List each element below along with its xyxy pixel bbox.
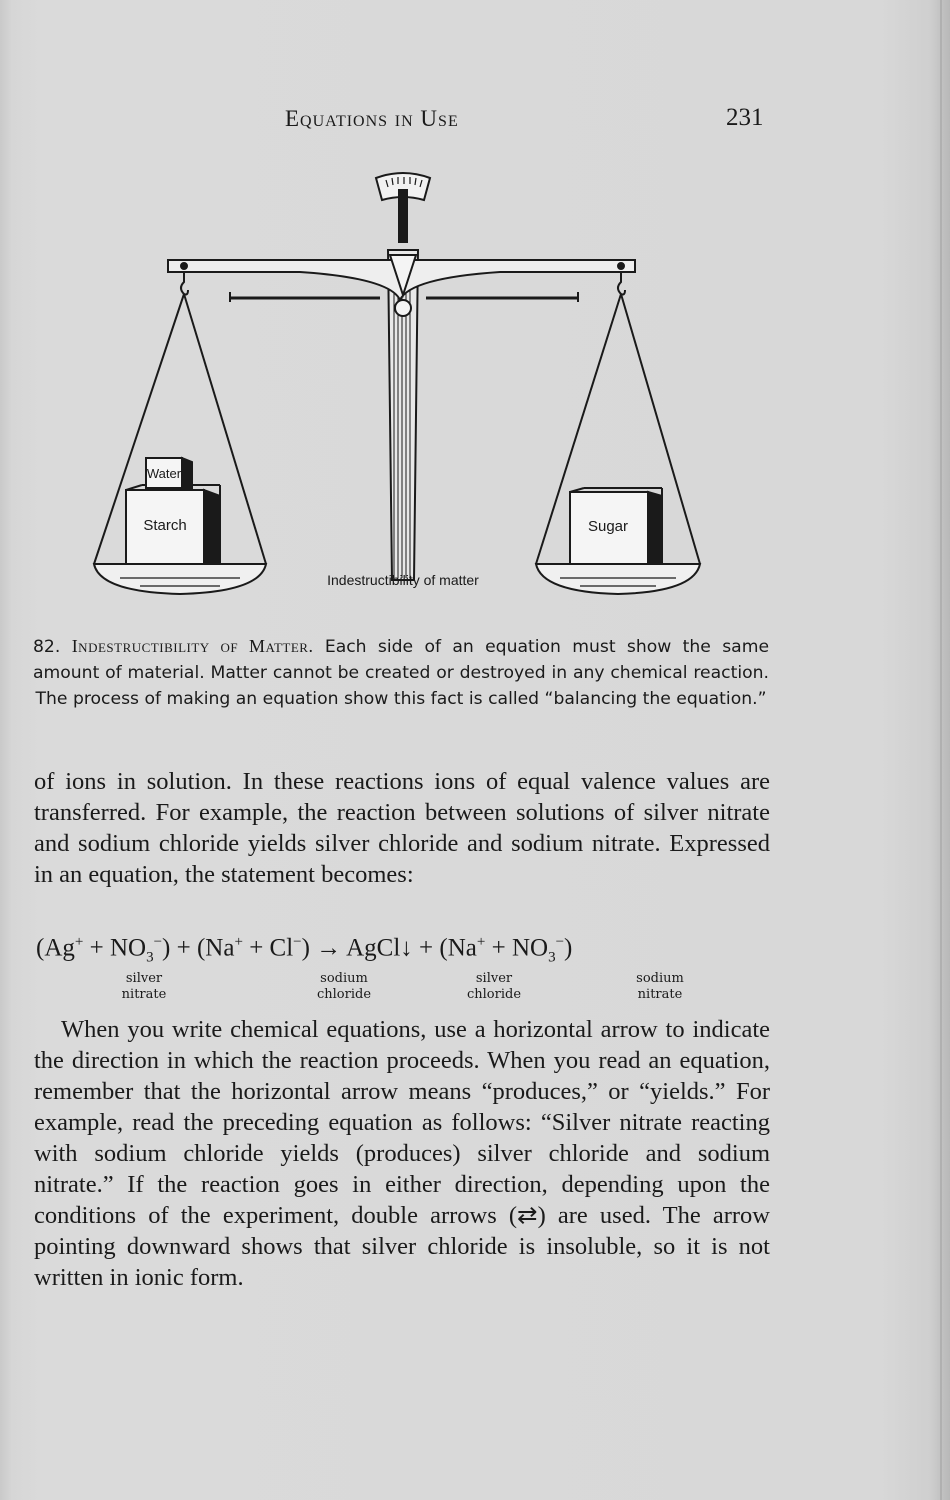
eq-label-line: silver <box>125 971 163 986</box>
eq-label-line: nitrate <box>637 987 683 1002</box>
eq-charge: + <box>476 934 486 950</box>
sugar-label: Sugar <box>587 518 629 535</box>
running-head: Equations in Use <box>285 106 459 131</box>
eq-label-silver-chloride <box>439 971 549 1003</box>
gauge-needle <box>399 190 407 242</box>
eq-term: (Na <box>196 934 235 962</box>
eq-label-line: chloride <box>466 987 522 1002</box>
eq-label-line: sodium <box>320 971 368 986</box>
water-label: Water <box>146 466 182 481</box>
figure-caption <box>33 633 769 712</box>
eq-term: ) <box>564 934 573 962</box>
eq-label-silver-nitrate <box>89 971 199 1003</box>
eq-charge: + <box>74 934 84 950</box>
eq-label-sodium-nitrate <box>605 971 715 1003</box>
eq-plus: + <box>412 934 440 962</box>
caption-number: 82. <box>33 637 61 657</box>
figure-title: Indestructibility of matter <box>327 572 479 588</box>
eq-subscript: 3 <box>548 949 556 966</box>
eq-term: + Cl <box>242 934 294 962</box>
eq-charge: − <box>293 934 302 950</box>
eq-term: (Ag <box>36 934 75 962</box>
paragraph-2: When you write chemical equations, use a horizontal arrow to indicate the direction in which the reaction proceeds. When you read an equation, remember that the horizontal arrow means “produces,” or “yields.” For example, read the preceding equation as follows: “Silver nitrate reacting with sodium chloride yields (produces) silver chloride and sodium nitrate.” If the reaction goes in either direction, depending upon the conditions of the experiment, double arrows (⇄) are used. The arrow pointing downward shows that silver chloride is insoluble, so it is not written in ionic form. <box>34 1016 770 1291</box>
eq-term: + NO <box>83 934 147 962</box>
caption-text: Each side of an equation must show the same amount of material. Matter cannot be created or destroyed in any chemical reaction. The process of making an equation show this fact is called “balancing the equation.” <box>33 637 770 709</box>
eq-term: + NO <box>485 934 549 962</box>
eq-label-line: sodium <box>636 971 684 986</box>
eq-charge: + <box>234 934 243 950</box>
eq-term: ) <box>162 934 171 962</box>
caption-heading: Indestructibility of Matter. <box>71 636 314 656</box>
eq-label-sodium-chloride <box>289 971 399 1003</box>
paragraph-1: of ions in solution. In these reactions ions of equal valence values are transferred. For example, the reaction between solutions of silver nitrate and sodium chloride yields silver chloride and sodium nitrate. Expressed in an equation, the statement becomes: <box>34 768 770 888</box>
eq-label-line: nitrate <box>121 987 167 1002</box>
eq-term: ) <box>301 934 310 962</box>
eq-arrow: → <box>309 934 347 962</box>
eq-charge: − <box>555 934 565 950</box>
eq-charge: − <box>153 934 163 950</box>
right-pan <box>536 564 700 594</box>
balance-scale-illustration <box>80 160 720 600</box>
eq-label-line: silver <box>475 971 513 986</box>
eq-label-line: chloride <box>316 987 372 1002</box>
page-edge <box>940 0 942 1500</box>
eq-subscript: 3 <box>146 949 154 966</box>
page-number: 231 <box>726 104 764 131</box>
left-pan <box>94 564 266 594</box>
starch-label: Starch <box>143 517 187 534</box>
eq-product: AgCl↓ <box>346 934 413 962</box>
eq-plus: + <box>170 934 197 962</box>
chemical-equation <box>36 934 776 966</box>
eq-term: (Na <box>439 934 477 962</box>
